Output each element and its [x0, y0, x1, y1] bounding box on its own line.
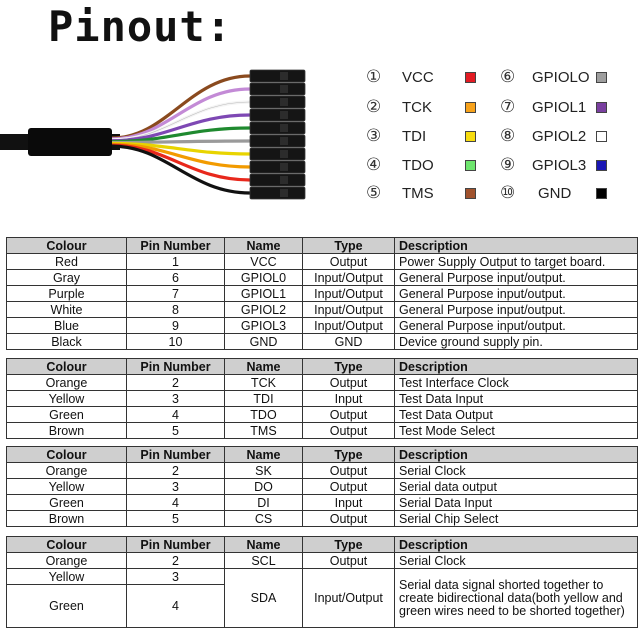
table-header-row	[7, 238, 638, 254]
table-row	[7, 423, 638, 439]
pin-latch	[280, 72, 288, 80]
cell-colour: Green	[7, 585, 127, 628]
cell-description: General Purpose input/output.	[395, 286, 638, 302]
table-row	[7, 463, 638, 479]
legend-label: GPIOLO	[532, 68, 590, 86]
legend-item-gnd	[500, 182, 608, 204]
legend-item-tms	[366, 182, 462, 204]
cell-type: Output	[303, 407, 395, 423]
cell-description: Test Interface Clock	[395, 375, 638, 391]
cell-name: SCL	[225, 553, 303, 569]
header-colour: Colour	[7, 238, 127, 254]
header-description: Description	[395, 359, 638, 375]
pin-latch	[280, 85, 288, 93]
cell-pin: 7	[127, 286, 225, 302]
cell-name: TDO	[225, 407, 303, 423]
cell-type: Input/Output	[303, 569, 395, 628]
legend-number: ①	[366, 67, 382, 87]
legend-number: ③	[366, 126, 382, 146]
color-swatch-tms	[465, 188, 476, 199]
pinout-table-jtag	[6, 358, 638, 439]
legend-item-tdo	[366, 154, 462, 176]
cell-type: Output	[303, 423, 395, 439]
table-row	[7, 495, 638, 511]
header-pin-number: Pin Number	[127, 537, 225, 553]
cell-type: Input	[303, 391, 395, 407]
header-type: Type	[303, 447, 395, 463]
table-row	[7, 302, 638, 318]
color-swatch-gpiol1	[596, 102, 607, 113]
cell-colour: Orange	[7, 553, 127, 569]
legend-number: ⑥	[500, 67, 516, 87]
table-row	[7, 553, 638, 569]
cell-name: TDI	[225, 391, 303, 407]
cell-colour: Purple	[7, 286, 127, 302]
cell-pin: 6	[127, 270, 225, 286]
cell-pin: 2	[127, 553, 225, 569]
table-header-row	[7, 447, 638, 463]
legend-label: GND	[538, 184, 572, 202]
cell-type: Input	[303, 495, 395, 511]
cell-type: GND	[303, 334, 395, 350]
legend-number: ④	[366, 155, 382, 175]
pin-latch	[280, 98, 288, 106]
pin-latch	[280, 137, 288, 145]
legend-label: GPIOL3	[532, 156, 587, 174]
header-type: Type	[303, 238, 395, 254]
cell-type: Output	[303, 511, 395, 527]
header-name: Name	[225, 238, 303, 254]
color-swatch-tdo	[465, 160, 476, 171]
legend-number: ⑧	[500, 126, 516, 146]
legend-label: TMS	[402, 184, 434, 202]
cell-type: Output	[303, 553, 395, 569]
legend-label: TCK	[402, 98, 432, 116]
pin-latch	[280, 124, 288, 132]
cell-colour: White	[7, 302, 127, 318]
cell-colour: Yellow	[7, 479, 127, 495]
table-row	[7, 407, 638, 423]
pin-housing-2	[250, 83, 305, 95]
cell-pin: 1	[127, 254, 225, 270]
cell-description: Serial Chip Select	[395, 511, 638, 527]
cell-type: Output	[303, 375, 395, 391]
color-swatch-gpiol3	[596, 160, 607, 171]
table-row	[7, 286, 638, 302]
cell-name: SK	[225, 463, 303, 479]
legend-label: GPIOL2	[532, 127, 587, 145]
cell-name: DI	[225, 495, 303, 511]
color-swatch-gnd	[596, 188, 607, 199]
cell-name: SDA	[225, 569, 303, 628]
pin-housing-9	[250, 174, 305, 186]
wire-2	[112, 89, 250, 139]
cell-colour: Green	[7, 495, 127, 511]
cell-pin: 9	[127, 318, 225, 334]
cell-description: Test Data Output	[395, 407, 638, 423]
cell-description: Serial Clock	[395, 553, 638, 569]
cell-pin: 4	[127, 407, 225, 423]
cell-description: Serial Clock	[395, 463, 638, 479]
cell-type: Output	[303, 479, 395, 495]
cell-type: Output	[303, 463, 395, 479]
legend-number: ⑦	[500, 97, 516, 117]
legend-item-gpiol2	[500, 125, 602, 147]
pinout-table-i2c	[6, 536, 638, 628]
header-description: Description	[395, 238, 638, 254]
cell-name: TMS	[225, 423, 303, 439]
connector-housing	[250, 70, 305, 199]
pin-housing-8	[250, 161, 305, 173]
legend-item-gpiol3	[500, 154, 602, 176]
cell-name: GPIOL3	[225, 318, 303, 334]
pin-housing-4	[250, 109, 305, 121]
pin-housing-7	[250, 148, 305, 160]
table-row	[7, 511, 638, 527]
cell-type: Input/Output	[303, 270, 395, 286]
page-title: Pinout:	[48, 2, 233, 51]
wire-6	[112, 141, 250, 143]
table-row	[7, 318, 638, 334]
legend-number: ⑤	[366, 183, 382, 203]
legend-label: GPIOL1	[532, 98, 587, 116]
cell-colour: Orange	[7, 463, 127, 479]
header-name: Name	[225, 359, 303, 375]
ribbon-cable-illustration	[0, 60, 320, 220]
pin-latch	[280, 150, 288, 158]
cell-name: VCC	[225, 254, 303, 270]
header-type: Type	[303, 537, 395, 553]
header-colour: Colour	[7, 537, 127, 553]
header-name: Name	[225, 537, 303, 553]
cell-description: General Purpose input/output.	[395, 318, 638, 334]
pin-housing-10	[250, 187, 305, 199]
cell-name: GPIOL1	[225, 286, 303, 302]
cell-name: GND	[225, 334, 303, 350]
table-row	[7, 270, 638, 286]
header-colour: Colour	[7, 447, 127, 463]
table-row	[7, 334, 638, 350]
cell-name: GPIOL0	[225, 270, 303, 286]
cell-description: Device ground supply pin.	[395, 334, 638, 350]
pin-latch	[280, 163, 288, 171]
cell-pin: 10	[127, 334, 225, 350]
color-swatch-gpiol0	[596, 72, 607, 83]
header-type: Type	[303, 359, 395, 375]
cell-description: General Purpose input/output.	[395, 302, 638, 318]
cell-type: Output	[303, 254, 395, 270]
table-row	[7, 375, 638, 391]
legend-item-tck	[366, 96, 462, 118]
cell-colour: Gray	[7, 270, 127, 286]
legend-item-gpiol1	[500, 96, 602, 118]
cell-pin: 3	[127, 391, 225, 407]
pin-latch	[280, 189, 288, 197]
cell-type: Input/Output	[303, 286, 395, 302]
header-pin-number: Pin Number	[127, 238, 225, 254]
pin-housing-3	[250, 96, 305, 108]
cell-description: Test Data Input	[395, 391, 638, 407]
cell-description: General Purpose input/output.	[395, 270, 638, 286]
pinout-table-spi	[6, 446, 638, 527]
cell-description: Serial data signal shorted together to create bidirectional data(both yellow and green wires need to be shorted together)	[395, 569, 638, 628]
cell-colour: Blue	[7, 318, 127, 334]
cable-sleeve	[28, 128, 112, 156]
legend-number: ⑩	[500, 183, 516, 203]
color-swatch-gpiol2	[596, 131, 607, 142]
table-header-row	[7, 359, 638, 375]
header-colour: Colour	[7, 359, 127, 375]
cell-pin: 3	[127, 479, 225, 495]
cell-colour: Orange	[7, 375, 127, 391]
cell-name: GPIOL2	[225, 302, 303, 318]
color-swatch-tck	[465, 102, 476, 113]
table-row	[7, 479, 638, 495]
cell-description: Power Supply Output to target board.	[395, 254, 638, 270]
header-description: Description	[395, 537, 638, 553]
cell-pin: 8	[127, 302, 225, 318]
cell-name: CS	[225, 511, 303, 527]
cell-colour: Green	[7, 407, 127, 423]
legend-item-vcc	[366, 66, 462, 88]
table-row	[7, 391, 638, 407]
cell-pin: 5	[127, 423, 225, 439]
color-swatch-vcc	[465, 72, 476, 83]
cell-colour: Brown	[7, 423, 127, 439]
pin-latch	[280, 176, 288, 184]
header-name: Name	[225, 447, 303, 463]
pin-housing-6	[250, 135, 305, 147]
table-row	[7, 569, 638, 585]
cell-colour: Brown	[7, 511, 127, 527]
legend-number: ②	[366, 97, 382, 117]
pinout-table-gpio	[6, 237, 638, 350]
cell-colour: Red	[7, 254, 127, 270]
pin-housing-5	[250, 122, 305, 134]
cell-pin: 2	[127, 463, 225, 479]
header-pin-number: Pin Number	[127, 447, 225, 463]
cell-description: Test Mode Select	[395, 423, 638, 439]
legend-label: TDI	[402, 127, 427, 145]
table-row	[7, 254, 638, 270]
header-pin-number: Pin Number	[127, 359, 225, 375]
cell-pin: 3	[127, 569, 225, 585]
cell-name: TCK	[225, 375, 303, 391]
legend-label: VCC	[402, 68, 434, 86]
cell-pin: 4	[127, 495, 225, 511]
legend-item-tdi	[366, 125, 462, 147]
cell-colour: Black	[7, 334, 127, 350]
cell-description: Serial Data Input	[395, 495, 638, 511]
cell-type: Input/Output	[303, 318, 395, 334]
pin-latch	[280, 111, 288, 119]
cell-name: DO	[225, 479, 303, 495]
header-description: Description	[395, 447, 638, 463]
cell-colour: Yellow	[7, 569, 127, 585]
cell-type: Input/Output	[303, 302, 395, 318]
legend-label: TDO	[402, 156, 434, 174]
cell-pin: 4	[127, 585, 225, 628]
cell-pin: 5	[127, 511, 225, 527]
cell-description: Serial data output	[395, 479, 638, 495]
cell-pin: 2	[127, 375, 225, 391]
pin-legend	[360, 62, 640, 212]
legend-number: ⑨	[500, 155, 516, 175]
color-swatch-tdi	[465, 131, 476, 142]
legend-item-gpiol0	[500, 66, 602, 88]
pin-housing-1	[250, 70, 305, 82]
table-header-row	[7, 537, 638, 553]
cell-colour: Yellow	[7, 391, 127, 407]
wire-group	[112, 76, 250, 193]
